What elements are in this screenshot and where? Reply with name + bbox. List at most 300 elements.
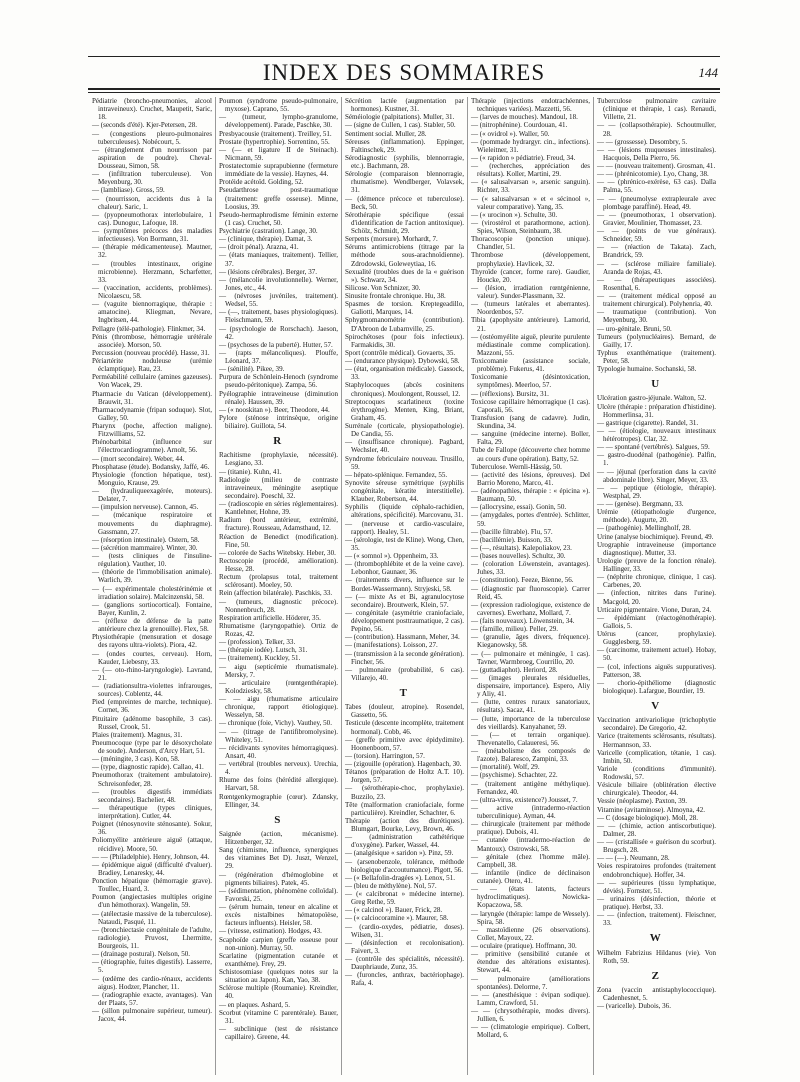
index-entry: Testicule (descente incomplète, traitement hormonal). Cobb, 46. bbox=[345, 719, 464, 736]
index-entry: Physiologie (fonction hépatique, test). Monguio, Krause, 29. bbox=[92, 470, 212, 487]
index-entry: — (—, résultats). Kalepoliakov, 23. bbox=[471, 543, 572, 552]
index-entry: Rectum (prolapsus total, traitement sclérosant). Moeley, 50. bbox=[219, 573, 338, 590]
index-entry: — — (cristallisée « guérison du scorbut). Brugsch, 28. bbox=[597, 838, 716, 855]
index-entry: — — jéjunal (perforation dans la cavité abdominale libre). Singer, Meyer, 33. bbox=[597, 467, 716, 484]
index-entry: — mastoïdienne (26 observations). Collet, Mayoux, 22. bbox=[471, 925, 590, 942]
index-entry: — (profession). Telker, 33. bbox=[219, 638, 296, 647]
index-entry: Thérapie (injections endotrachéennes, techniques variées). Mazzetti, 56. bbox=[471, 97, 590, 114]
index-entry: — (mort secondaire). Weber, 44. bbox=[92, 454, 185, 463]
index-entry: Pneumocoque (type par le désoxycholate de soude). Anderson, d'Arcy Hart, 51. bbox=[92, 738, 212, 755]
section-letter: Z bbox=[651, 969, 660, 982]
section-letter: R bbox=[273, 435, 282, 448]
index-entry: — (tumeur, lympho-granulome, développement). Parade, Paschke, 30. bbox=[219, 113, 338, 130]
index-entry: Tibia (apophysite antérieure). Lamorid, 21. bbox=[471, 316, 590, 333]
index-entry: Rachitisme (prophylaxie, nécessité). Lesgiano, 33. bbox=[219, 451, 338, 468]
index-entry: Vessie (néoplasme). Paxton, 39. bbox=[597, 797, 688, 806]
index-entry: — (— pulmonaire et méningée, 1 cas). Tavner, Warmbroeg, Courrillo, 20. bbox=[471, 649, 590, 666]
index-entry: Pharmacodynamie (fripan soduque). Slot, Galley, 50. bbox=[92, 405, 212, 422]
index-entry: Varice (traitements sclérosants, résultats). Hermannson, 33. bbox=[597, 732, 716, 749]
index-entry: — (« nooskitan »). Beer, Theodore, 44. bbox=[219, 405, 330, 414]
index-entry: — (administration cathétérique d'oxygène). Parker, Wassel, 44. bbox=[345, 833, 464, 850]
section-letter: S bbox=[274, 813, 281, 826]
index-entry: — — (titrage de l'antifibromolysine). Whiteley, 51. bbox=[219, 727, 338, 744]
index-entry: Pénis (thrombose, hémorragie urétérale associée). Morson, 50. bbox=[92, 332, 212, 349]
index-entry: — (ultra-virus, existence?) Jousset, 7. bbox=[471, 795, 578, 804]
index-entry: Sentiment social. Muller, 28. bbox=[345, 129, 427, 138]
index-entry: — (infection, nitrites dans l'urine). Macgold, 20. bbox=[597, 589, 716, 606]
index-entry: Thérapie (action des diurétiques). Blumgart, Bourke, Levy, Brown, 46. bbox=[345, 816, 464, 833]
index-entry: — (analgésique « saridon »). Pinz, 59. bbox=[345, 849, 454, 858]
index-entry: — (recherches, appréciation des résultats). Koller, Martini, 29. bbox=[471, 162, 590, 179]
index-entry: — (nourrisson, accidents dus à la chaleur). Saric, 1. bbox=[92, 194, 212, 211]
index-entry: Prostate (hypertrophie). Sorrentino, 55. bbox=[219, 137, 330, 146]
index-entry: Schistosomiase (quelques notes sur la situation au Japon). Kan, Yao, 38. bbox=[219, 968, 338, 985]
index-entry: Tétanos (préparation de Holtz A.T. 10). Jorgen, 57. bbox=[345, 768, 464, 785]
index-entry: — épidémiant (réactogénothérapie). Gallois, 5. bbox=[597, 613, 716, 630]
index-entry: — oculaire (pratique). Hoffmann, 30. bbox=[471, 942, 577, 950]
index-entry: — — (lésions muqueuses intestinales). Hacquois, Della Pierro, 56. bbox=[597, 145, 716, 162]
index-entry: Rectoscopie (procédé, amélioration). Hesse, 28. bbox=[219, 556, 338, 573]
index-entry: Psychiatrie (castration). Lange, 30. bbox=[219, 227, 318, 235]
index-entry: — (ganglions sortiocortical). Fontaine, Bayer, Kunlin, 2. bbox=[92, 600, 212, 617]
index-entry: — (radioscopie en séries réglementaires). Kantlehner, Hohne, 39. bbox=[219, 500, 338, 517]
index-entry: — (ondes courtes, cerveau). Horn, Kauder, Liebesny, 33. bbox=[92, 649, 212, 666]
index-entry: — (ostéomyélite aiguë, pleurite purulente médiastinale comme complication). Mazzoni, 55. bbox=[471, 332, 590, 357]
index-entry: Staphylocoques (abcès cosinitens chroniques). Moulongent, Roussel, 12. bbox=[345, 381, 464, 398]
index-entry: — — (nouveau traitement). Grosman, 41. bbox=[597, 162, 716, 170]
index-entry: Rein (affection bilatérale). Paschkis, 33. bbox=[219, 589, 333, 598]
index-entry: — (thrombophlébite et de la veine cave). Lebonhor, Gaunaer, 36. bbox=[345, 560, 464, 577]
index-entry: Pylore (sténose intrinsèque, origine biliaire). Guillota, 54. bbox=[219, 413, 338, 430]
index-entry: — gastro-duodénal (pathogénie). Palfin, 1. bbox=[597, 451, 716, 468]
index-entry: — (transmission à la seconde génération). Fincher, 56. bbox=[345, 649, 464, 666]
index-entry: — (traitements divers, influence sur le Bordet-Wassermann). Stryjeski, 58. bbox=[345, 576, 464, 593]
index-entry: Phénobarbital (influence sur l'électrocardiogramme). Arnolt, 56. bbox=[92, 438, 212, 455]
index-entry: Sérums antimicrobiens (titrage par la méthode sous-arachnoïdienne). Zdrodowski, Goleweytiaa, 16. bbox=[345, 243, 464, 268]
index-entry: — (contribution). Hassmann, Meher, 34. bbox=[345, 633, 460, 642]
index-entry: — (radiographie exacte, avantages). Van der Plaats, 57. bbox=[92, 990, 212, 1007]
index-entry: — — (états latents, facteurs hydroclimatiques). Nowicka-Kopaczowa, 58. bbox=[471, 885, 590, 910]
index-entry: Séreuses (inflammation). Eppinger, Faltinschek, 29. bbox=[345, 137, 464, 154]
index-entry: Rhume des foins (hérédité allergique). Harvart, 58. bbox=[219, 776, 338, 793]
index-entry: Réaction de Benedict (modification). Fine, 50. bbox=[219, 532, 338, 549]
index-entry: — (adénopathies, thérapie : « épicina »). Baumann, 50. bbox=[471, 487, 590, 504]
index-entry: — (— et terrain organique). Thevenatello, Calaueresi, 56. bbox=[471, 730, 590, 747]
index-entry: — (lésions cérébrales). Berger, 37. bbox=[219, 267, 318, 276]
index-entry: Pédiatrie (broncho-pneumonies, alcool intraveineux). Cruchet, Maupetit, Saric, 18. bbox=[92, 97, 212, 122]
index-entry: — (thérapie iodée). Lutsch, 31. bbox=[219, 646, 308, 655]
index-entry: Serpents (morsure). Morhardt, 7. bbox=[345, 235, 438, 244]
index-entry: Typhus exanthématique (traitement). Peter, 58. bbox=[597, 348, 716, 365]
index-entry: — laryngée (thérapie: lampe de Wessely). Spira, 58. bbox=[471, 909, 590, 926]
index-entry: — (impulsion nerveuse). Cannon, 45. bbox=[92, 503, 199, 512]
index-entry: — (expression radiologique, existence de cavernes). Ewerhanz, Mollard, 7. bbox=[471, 600, 590, 617]
index-entry: Tuberculose pulmonaire cavitaire (clinique et thérapie, 1 cas). Renaudi, Villette, 21. bbox=[597, 97, 716, 122]
index-entry: — (signe de Cullen, 1 cas). Stabler, 50. bbox=[345, 121, 456, 130]
index-entry: — (nitrophénine). Courdouan, 41. bbox=[471, 121, 568, 130]
index-entry: Streptocoques scarlatineux (toxine érythrogène). Menten, King, Briant, Graham, 45. bbox=[345, 397, 464, 422]
index-entry: — (col, infections aiguës suppuratives). Patterson, 38. bbox=[597, 662, 716, 679]
index-entry: Respiration artificielle. Höderer, 35. bbox=[219, 613, 321, 622]
index-entry: — (psychisme). Schachter, 22. bbox=[471, 771, 558, 780]
index-entry: — (contrôle des spécialités, nécessité). Dauphriaude, Zunz, 35. bbox=[345, 955, 464, 972]
index-entry: — (désinfection et recolonisation). Faivert, 3. bbox=[345, 938, 464, 955]
index-entry: — (réflexions). Bursitz, 31. bbox=[471, 389, 549, 398]
index-entry: Sport (contrôle médical). Govaerts, 35. bbox=[345, 348, 456, 357]
index-entry: Rhumatisme (laryngopathie). Ortiz de Rozas, 42. bbox=[219, 621, 338, 638]
index-column-4 bbox=[467, 97, 591, 1075]
index-entry: Séméiologie (palpitations). Muller, 31. bbox=[345, 113, 455, 122]
index-entry: — (granulie, âges divers, fréquence). Kieganowsky, 58. bbox=[471, 633, 590, 650]
index-entry: — (cardio-oxydes, pédiatrie, doses). Wilsen, 31. bbox=[345, 922, 464, 939]
index-entry: — — (phrénicotomie). Lyo, Chang, 38. bbox=[597, 170, 709, 179]
index-entry: — (état, organisation médicale). Gassock, 33. bbox=[345, 365, 464, 382]
index-entry: — (étiographie, fuites digestifs). Lasserre, 5. bbox=[92, 958, 212, 975]
index-entry: Pituitaire (adénome basophile, 3 cas). Russel, Crook, 51. bbox=[92, 714, 212, 731]
index-entry: Tumeurs (polynucléaires). Bernard, de Gailly, 17. bbox=[597, 332, 716, 349]
index-entry: Phosphatase (étude). Bodansky, Jaffé, 46. bbox=[92, 462, 210, 471]
index-entry: — — (—). Neumann, 28. bbox=[597, 854, 670, 863]
index-entry: — (endurance physique). Dybowski, 58. bbox=[345, 357, 460, 365]
index-entry: — urinaires (désinfection, théorie et pratique). Herbst, 33. bbox=[597, 894, 716, 911]
index-entry: — (« salusalvarsan », arsenic sanguin). Richter, 33. bbox=[471, 178, 590, 195]
index-entry: — (sécrétion mammaire). Winter, 30. bbox=[92, 543, 198, 552]
index-entry: — (zigouille (opération). Hagenbach, 30. bbox=[345, 760, 462, 768]
index-entry: Urine (analyse biochimique). Freund, 49. bbox=[597, 532, 714, 541]
index-entry: — pulmonaire (améliorations spontanées). Delorme, 7. bbox=[471, 974, 590, 991]
index-entry: — (arsenobenzole, tolérance, méthode biologique d'accoutumance). Pigott, 56. bbox=[345, 857, 464, 874]
index-entry: Tabes (douleur, atropine). Rosendel, Gassetto, 56. bbox=[345, 703, 464, 720]
index-entry: Spirochétoses (pour fois infectieux). Farmakidis, 30. bbox=[345, 332, 464, 349]
index-entry: — primitive (sensibilité cutanée et étendue des altérations existantes). Stewart, 44. bbox=[471, 950, 590, 975]
index-entry: — — (pneumothorax, 1 observation). Gravier, Moulinier, Thomasset, 23. bbox=[597, 210, 716, 227]
index-entry: Pyélographie intraveineuse (diminution rénale). Haussen, 39. bbox=[219, 389, 338, 406]
index-entry: — — (phrénico-exérèse, 63 cas). Dalla Palma, 55. bbox=[597, 178, 716, 195]
top-rule bbox=[88, 56, 720, 57]
index-entry: Urticaire pigmentaire. Vione, Duran, 24. bbox=[597, 605, 712, 614]
index-entry: — (étranglement d'un nourrisson par aspiration de poudre). Cheval-Dousseau, Simon, 58. bbox=[92, 145, 212, 170]
index-entry: — — supérieures (tissu lymphatique, déviés). Fornster, 51. bbox=[597, 878, 716, 895]
index-entry: — récidivants synovites hémorragiques). Ansart, 40. bbox=[219, 743, 338, 760]
index-entry: — (carcinome, traitement actuel). Hobay, 50. bbox=[597, 646, 716, 663]
index-entry: — subclinique (test de résistance capillaire). Greene, 44. bbox=[219, 1024, 338, 1041]
index-entry: Toxicomanie (assistance sociale, problème). Fukerus, 41. bbox=[471, 357, 590, 374]
index-entry: — (symptômes précoces des maladies infectieuses). Von Bormann, 31. bbox=[92, 227, 212, 244]
index-column-1 bbox=[89, 97, 213, 1075]
index-entry: — (bronchiectasie congénitale de l'adulte, radiologie). Pruvost, Lhermitte, Bourgeois, 11. bbox=[92, 925, 212, 950]
index-entry: — articulaire (rœntgenthérapie). Kolodziesky, 58. bbox=[219, 678, 338, 695]
index-entry: — (psychoses de la puberté). Hutter, 57. bbox=[219, 340, 333, 349]
index-entry: — (— mixte As et Bi, agranulocytose secondaire). Broutwerk, Klein, 57. bbox=[345, 592, 464, 609]
index-entry: — (mécanique respiratoire et mouvements du diaphragme). Gassmann, 27. bbox=[92, 511, 212, 536]
index-column-3 bbox=[341, 97, 465, 1075]
index-entry: — (régénération d'hémoglobine et pigments biliaires). Patek, 45. bbox=[219, 870, 338, 887]
index-entry: — (« Bellafolin-dragées »). Lenox, 51. bbox=[345, 873, 455, 882]
index-entry: — — (chimie, action antiscorbutique). Dalmer, 28. bbox=[597, 821, 716, 838]
index-entry: — (coloration Löwenstein, avantages). Juhes, 33. bbox=[471, 560, 590, 577]
index-entry: — thérapeutique (types cliniques, interprétation). Cutler, 44. bbox=[92, 803, 212, 820]
index-entry: — (tumeurs latérales et aberrantes). Noordenbos, 57. bbox=[471, 300, 590, 317]
index-entry: — (— oto-rhino-laryngologie). Lavrand, 21. bbox=[92, 665, 212, 682]
index-entry: — (lésion, irradiation rœntgénienne, valeur). Sunder-Plassmann, 32. bbox=[471, 283, 590, 300]
index-entry: Pellagre (télé-pathologie). Flinkmer, 34. bbox=[92, 324, 206, 333]
index-entry: — (bleu de méthylène). Nol, 57. bbox=[345, 881, 437, 890]
index-entry: Physiothérapie (mensuration et dosage des rayons ultra-violets). Piora, 42. bbox=[92, 633, 212, 650]
index-entry: — (diagnostic par fluoroscopie). Carrer Reid, 45. bbox=[471, 584, 590, 601]
index-entry: — (sérum humain, teneur en alcaline et excès nistalbines hématopoïèse, facteurs influents). Heisler, 58. bbox=[219, 903, 338, 928]
index-entry: — (amygdales, portes d'entrée). Schlitter, 59. bbox=[471, 511, 590, 528]
index-entry: Sclérose multiple (Roumanie). Kreindler, 40. bbox=[219, 984, 338, 1001]
index-entry: Typologie humaine. Sochanski, 58. bbox=[597, 365, 697, 374]
index-entry: — — (chrysothérapie, modes divers). Jullien, 6. bbox=[471, 1007, 590, 1024]
index-entry: Variole (conditions d'immunité). Rodowski, 57. bbox=[597, 764, 716, 781]
index-entry: Ulcère (thérapie : préparation d'histidine). Hommerlinsa, 31. bbox=[597, 402, 716, 419]
index-entry: — (seconds d'été). Kjer-Petersen, 28. bbox=[92, 121, 198, 130]
index-entry: — (psychologie de Rorschach). Jaeson, 42. bbox=[219, 324, 338, 341]
index-entry: — (varicelle). Dubois, 36. bbox=[597, 1002, 671, 1011]
index-entry: — (virostérol et parathormone, action). Spies, Wilson, Steinbaum, 38. bbox=[471, 218, 590, 235]
index-entry: Transfusion (sang de cadavre). Judin, Skundina, 34. bbox=[471, 413, 590, 430]
index-entry: — — (grossesse). Desombry, 5. bbox=[597, 137, 688, 146]
index-entry: — infantile (indice de déclinaison cutanée). Otero, 41. bbox=[471, 868, 590, 885]
index-entry: — (vaguite biennorragique, thérapie : amatocine). Kliegman, Nevare, Ingbritsen, 44. bbox=[92, 300, 212, 325]
index-entry: — (« calcinol »). Bauer, Frick, 28. bbox=[345, 906, 443, 915]
index-entry: — (œdème des cardio-rénaux, accidents aigus). Hodzer, Plancher, 11. bbox=[92, 974, 212, 991]
index-entry: Vitamine (avitaminose). Almoyna, 42. bbox=[597, 805, 705, 814]
index-entry: — (constitution). Feeze, Bienne, 56. bbox=[471, 576, 574, 585]
index-entry: — cutanée (intradermo-réaction de Mantoux). Ostrowski, 58. bbox=[471, 836, 590, 853]
index-entry: — (tests cliniques de l'insuline-régulation). Vauther, 10. bbox=[92, 552, 212, 569]
index-entry: — — spontané (vertébrés). Salgues, 59. bbox=[597, 443, 710, 452]
index-entry: — (lutte, importance de la tuberculose des vieillards). Kanyahaner, 59. bbox=[471, 714, 590, 731]
index-entry: Pharynx (poche, affection maligne). Fitzwilliams, 52. bbox=[92, 422, 212, 439]
index-entry: — (sédimentation, phénomène colloïdal). Favorski, 25. bbox=[219, 886, 338, 903]
index-entry: Pied (empreintes de marche, technique). Cornet, 36. bbox=[92, 698, 212, 715]
page-title: INDEX DES SOMMAIRES bbox=[262, 60, 546, 85]
index-entry: — gastrique (cigarette). Randel, 31. bbox=[597, 418, 699, 427]
index-entry: — hépato-splénique. Fernandez, 55. bbox=[345, 470, 448, 479]
index-entry: — (« calciocoramine »). Maurer, 58. bbox=[345, 914, 449, 923]
index-entry: Poumon (syndrome pseudo-pulmonaire, myxose). Caprano, 55. bbox=[219, 97, 338, 114]
index-entry: Syndrome febriculaire nouveau. Trusillo, 59. bbox=[345, 454, 464, 471]
index-entry: — (furoncles, anthrax, bactériophage). Rafa, 4. bbox=[345, 971, 464, 988]
index-entry: — — (points de vue généraux). Schneider, 59. bbox=[597, 227, 716, 244]
index-entry: — génitale (chez l'homme mâle). Campbell, 38. bbox=[471, 852, 590, 869]
index-entry: Surrénale (corticale, physiopathologie). De Candia, 55. bbox=[345, 422, 464, 439]
index-entry: — (pyopneumothorax interlobulaire, 1 cas). Dunoguc, Lafoque, 18. bbox=[92, 210, 212, 227]
index-entry: Radium (bord antérieur, extrémité, fracture). Rousseau, Adamsthaud, 12. bbox=[219, 516, 338, 533]
index-entry: — (allocrysine, essai). Gonin, 50. bbox=[471, 503, 567, 512]
index-entry: — (hydrauliqueexagérée, moteurs). Delater, 7. bbox=[92, 487, 212, 504]
index-entry: Plaies (traitement). Magnus, 31. bbox=[92, 730, 183, 739]
section-letter: T bbox=[399, 687, 408, 699]
index-entry: Poliomyélite antérieure aiguë (attaque, récidive). Moore, 50. bbox=[92, 836, 212, 853]
index-entry: — (larves de mouches). Mandoul, 18. bbox=[471, 113, 578, 122]
index-entry: — (métabolisme des composés de l'azote). Balaresco, Zampini, 33. bbox=[471, 747, 590, 764]
index-entry: — sanguine (médecine interne). Boller, Falta, 29. bbox=[471, 430, 590, 447]
index-entry: — aigu (septicémie rhumatismale). Mersky, 7. bbox=[219, 662, 338, 679]
index-entry: — (résorption intestinale). Ostern, 58. bbox=[92, 535, 200, 544]
index-column-2 bbox=[215, 97, 339, 1075]
index-entry: — — peptique (étiologie, thérapie). Westphal, 29. bbox=[597, 483, 716, 500]
index-entry: Vaccination antivariolique (trichophytie secondaire). De Gregorio, 42. bbox=[597, 716, 716, 733]
index-entry: Purpura de Schönlein-Henoch (syndrome pseudo-péritonique). Zampa, 56. bbox=[219, 373, 338, 390]
index-entry: Tuberculose. Wernli-Hässig, 50. bbox=[471, 462, 562, 471]
index-entry: — (troubles intestinaux, origine microbienne). Herzmann, Scharfetter, 33. bbox=[92, 259, 212, 284]
header-rule-thin bbox=[88, 92, 720, 93]
page-header bbox=[88, 58, 720, 90]
index-entry: — (clinique, thérapie). Damat, 3. bbox=[219, 235, 313, 244]
index-entry: — (« salusalvarsan » et « sécinool », valeur comparative). Yang, 35. bbox=[471, 194, 590, 211]
index-entry: Synovite séreuse symétrique (syphilis congénitale, kératite interstitielle). Klauber, Robertson, 44. bbox=[345, 478, 464, 504]
index-entry: — (sénilité). Pikee, 39. bbox=[219, 365, 285, 374]
index-entry: — épidémique aiguë (difficulté d'valuer). Bradiey, Lenaresky, 44. bbox=[92, 860, 212, 877]
index-entry: — (thérapie médicamenteuse). Mautner, 32. bbox=[92, 243, 212, 260]
index-entry: Wilhelm Fabrizius Hildanus (vie). Von Roth, 59. bbox=[597, 948, 716, 965]
index-entry: — (lutte, centres ruraux sanatoriaux, résultats). Sacaz, 41. bbox=[471, 698, 590, 715]
index-entry: — (sérothérapie-choc, prophylaxie). Buzzilo, 23. bbox=[345, 784, 464, 801]
index-entry: — — (anesthésique : évipan sodique). Lamm, Crawford, 51. bbox=[471, 990, 590, 1007]
index-entry: — (traitement antigène méthylique). Fernandez, 40. bbox=[471, 779, 590, 796]
header-rule-thick bbox=[88, 88, 720, 90]
index-entry: — (famille, milieu). Peller, 29. bbox=[471, 625, 558, 634]
index-entry: Syphilis (liquide céphalo-rachidien, altérations, spécificité). Marcovanu, 31. bbox=[345, 503, 464, 520]
index-entry: — uro-génitale. Bruni, 50. bbox=[597, 324, 672, 333]
index-entry: — (guttadiaphot). Heriord, 28. bbox=[471, 665, 558, 674]
index-entry: — (sérologie, test de Kline). Wong, Chen, 35. bbox=[345, 535, 464, 552]
page-number: 144 bbox=[698, 65, 718, 80]
index-entry: Toxicomanie (désintoxication, symptômes). Meerloo, 57. bbox=[471, 373, 590, 390]
index-entry: — (greffe primitive avec épidydimite). Hoonenboom, 57. bbox=[345, 735, 464, 752]
index-entry: — colorée de Sachs Witebsky. Heber, 30. bbox=[219, 548, 336, 557]
index-entry: Périartérite noduleuse (urémie éclamptique). Rau, 23. bbox=[92, 357, 212, 374]
index-entry: Saignée (action, mécanisme). Hitzenberger, 32. bbox=[219, 829, 338, 846]
index-entry: — (—, traitement, bases physiologiques). Fleischmann, 59. bbox=[219, 308, 338, 325]
index-entry: — (nerveuse et cardio-vasculaire, rapport). Healey, 51. bbox=[345, 519, 464, 536]
index-entry: — (troubles digestifs immédiats secondaires). Bachelier, 48. bbox=[92, 787, 212, 804]
index-entry: — (tumeurs, diagnostic précoce). Nonnenbruch, 28. bbox=[219, 597, 338, 614]
index-entry: Sang (chimisme, influence, synergiques des vitamines Bet D). Juszt, Wenzel, 29. bbox=[219, 846, 338, 871]
index-entry: — (mortalité). Wolf, 29. bbox=[471, 763, 540, 772]
index-entry: Vésicule biliaire (oblitération élective chirurgicale). Theodor, 44. bbox=[597, 781, 716, 798]
index-columns bbox=[89, 97, 721, 1075]
index-entry: — (droit pénal). Arazna, 41. bbox=[219, 243, 299, 252]
index-column-5 bbox=[593, 97, 717, 1075]
index-entry: — (type, diagnostic rapide). Callao, 41. bbox=[92, 763, 204, 772]
index-entry: Sexualité (troubles dues de la « guérison »). Schwarz, 34. bbox=[345, 267, 464, 284]
index-entry: — — (thérapeutiques associées). Rosenthal, 6. bbox=[597, 275, 716, 292]
index-entry: Zona (vaccin antistaphylococcique). Cadenhesnet, 5. bbox=[597, 985, 716, 1002]
index-entry: — (réflexe de défense de la patte antérieure chez la grenouille). Flex, 58. bbox=[92, 617, 212, 634]
index-entry: Radiologie (milieu de contraste intraveineux, méningite aseptique secondaire). Poeschl, 32. bbox=[219, 475, 338, 500]
index-entry: Voies respiratoires profondes (traitement endobronchique). Hoffer, 34. bbox=[597, 862, 716, 879]
index-entry: — (— expérimentale cholestérinémie et irradiation solaire). Malcinzenski, 58. bbox=[92, 584, 212, 601]
index-entry: Poignet (ténosynovite sténosante). Sokur, 36. bbox=[92, 820, 212, 837]
index-entry: Varicelle (complication, tétanie, 1 cas). Imbin, 50. bbox=[597, 748, 716, 765]
index-entry: — active (intradermo-réaction tuberculinique). Ayman, 44. bbox=[471, 803, 590, 820]
index-entry: — (drainage postural). Nelson, 50. bbox=[92, 950, 191, 959]
index-entry: — (néphrite chronique, clinique, 1 cas). Carbenes, 20. bbox=[597, 573, 716, 590]
index-entry: Silicose. Von Schnizer, 30. bbox=[345, 283, 421, 292]
index-entry: — (torsion). Harrington, 57. bbox=[345, 751, 425, 760]
index-entry: Thyroïde (cancer, forme rare). Gaudier, Houcke, 20. bbox=[471, 267, 590, 284]
index-entry: — (traitement). Kuckley, 51. bbox=[219, 654, 301, 663]
index-entry: — (lambliase). Gross, 59. bbox=[92, 186, 165, 195]
index-entry: — (bacille filtrable). Flu, 57. bbox=[471, 527, 553, 536]
index-entry: — chirurgicale (traitement par méthode pratique). Dubois, 41. bbox=[471, 820, 590, 837]
index-entry: — (radiationsultra-violettes infrarouges, sources). Coblentz, 44. bbox=[92, 682, 212, 699]
section-letter: U bbox=[651, 378, 660, 391]
index-entry: Scarlatine (pigmentation cutanée et exanthème). Frey, 29. bbox=[219, 951, 338, 968]
index-entry: Urologie (preuve de la fonction rénale). Hallinger, 33. bbox=[597, 556, 716, 573]
index-entry: Toxicose capillaire hémorragique (1 cas). Caporali, 56. bbox=[471, 397, 590, 414]
index-entry: — (titanie). Kuhn, 41. bbox=[219, 467, 282, 476]
index-entry: Scaphoïde carpien (greffe osseuse pour non-union). Murray, 50. bbox=[219, 935, 338, 952]
index-entry: — (vaccination, accidents, problèmes). Nicolaescu, 58. bbox=[92, 283, 212, 300]
index-entry: — pulmonaire (probabilité, 6 cas). Villarejo, 40. bbox=[345, 665, 464, 682]
index-entry: — (pathogénie). Mellingholf, 28. bbox=[597, 524, 691, 533]
index-entry: — (névroses juvéniles, traitement). Wedsel, 55. bbox=[219, 292, 338, 309]
index-entry: Perméabilité cellulaire (amines gazeuses). Von Wacek, 29. bbox=[92, 373, 212, 390]
section-letter: V bbox=[651, 700, 660, 712]
index-entry: Sérothérapie spécifique (essai d'identification de l'action antitoxique). Schölz, Schmidt, 29. bbox=[345, 210, 464, 235]
index-entry: — — (étiologie, nouveaux intestinaux hétérotropes). Clar, 32. bbox=[597, 426, 716, 443]
index-entry: — (« calcibronat » médecine interne). Greg Rethe, 59. bbox=[345, 890, 464, 907]
index-entry: — (vitesse, estimation). Hodges, 43. bbox=[219, 927, 322, 936]
index-entry: — (atélectasie massive de la tuberculose). Nataudi, Pasqué, 11. bbox=[92, 909, 212, 926]
index-entry: — — (réaction de Takata). Zach, Brandrick, 59. bbox=[597, 243, 716, 260]
index-entry: Sérologie (comparaison blennorragie, rhumatisme). Wendlberger, Volavsek, 31. bbox=[345, 170, 464, 195]
index-entry: Urémie (étiopathologie d'urgence, méthode). Augurte, 20. bbox=[597, 508, 716, 525]
index-entry: Pneumothorax (traitement ambulatoire). Schreisonfeder, 28. bbox=[92, 771, 212, 788]
index-entry: — (congestions pleuro-pulmonaires tuberculeuses). Nobécourt, 5. bbox=[92, 129, 212, 146]
index-entry: Thrombose (développement, prophylaxie). Havlicek, 32. bbox=[471, 251, 590, 268]
index-entry: Tête (malformation craniofaciale, forme particulière). Kreindler, Schachter, 6. bbox=[345, 800, 464, 817]
index-entry: — (mélancolie involutionnelle). Werner, Jones, etc., 44. bbox=[219, 275, 338, 292]
index-entry: — (rapts mélancoliques). Plouffe, Léonard, 37. bbox=[219, 348, 338, 365]
index-entry: Tube de Fallope (découverte chez homme au cours d'une opération). Batty, 52. bbox=[471, 446, 590, 463]
index-entry: — (infiltration tuberculeuse). Von Meyenburg, 30. bbox=[92, 170, 212, 187]
index-entry: Percussion (nouveau procédé). Hasse, 31. bbox=[92, 348, 210, 357]
index-entry: Spasmes de torsion. Kreptegeadillo, Galiotti, Marques, 14. bbox=[345, 300, 464, 317]
index-entry: Rœntgenkymographie (cœur). Zdansky, Ellinger, 34. bbox=[219, 792, 338, 809]
index-entry: — vertébral (troubles nerveux). Urechia, 4. bbox=[219, 760, 338, 777]
index-entry: Sécrétion lactée (augmentation par hormones). Kustner, 31. bbox=[345, 97, 464, 114]
index-entry: — (états maniaques, traitement). Tellier, 37. bbox=[219, 251, 338, 268]
index-entry: Poumon (angiectasies multiples origine d'un hémothorax). Wangelin, 59. bbox=[92, 893, 212, 910]
index-entry: — (images pleurales résiduelles, dispensaire, importance). Espero, Aliy y Aliy, 41. bbox=[471, 673, 590, 699]
index-entry: — (« ovidrol »). Waller, 50. bbox=[471, 129, 550, 138]
index-entry: — (pommade hydrargyr. cin., infections). Wieleitner, 31. bbox=[471, 137, 590, 154]
index-entry: — (bacillémie). Buisson, 33. bbox=[471, 535, 553, 544]
index-entry: Urographie intraveineuse (importance diagnostique). Mutter, 33. bbox=[597, 540, 716, 557]
index-entry: Pharmacie du Vatican (développement). Brauwit, 31. bbox=[92, 389, 212, 406]
index-entry: — chorio-épithéliome (diagnostic biologique). Lafargue, Bourdier, 19. bbox=[597, 678, 716, 695]
index-entry: — — (genèse). Bergmann, 33. bbox=[597, 500, 684, 508]
index-entry: Presbyacousie (traitement). Treilley, 51. bbox=[219, 129, 332, 138]
index-entry: — en plaques. Ashard, 5. bbox=[219, 1000, 291, 1009]
index-entry: — — (pneumolyse extrapleurale avec plombage paraffiné). Head, 49. bbox=[597, 194, 716, 211]
index-entry: Prostatectomie suprapubienne (fermeture immédiate de la vessie). Haynes, 44. bbox=[219, 162, 338, 179]
index-entry: — (« urocinon »). Schulte, 30. bbox=[471, 210, 558, 219]
index-entry: Thoracoscopie (ponction unique). Chandler, 51. bbox=[471, 235, 590, 252]
index-entry: — (faits nouveaux). Löwenstein, 34. bbox=[471, 617, 575, 625]
index-entry: — C (dosage biologique). Moll, 28. bbox=[597, 813, 698, 822]
index-entry: — (insuffisance chronique). Pagbard, Wechsler, 40. bbox=[345, 438, 464, 455]
index-entry: Ulcération gastro-jéjunale. Walton, 52. bbox=[597, 394, 707, 403]
index-entry: — — aigu (rhumatisme articulaire chronique, rapport étiologique). Wesselyn, 58. bbox=[219, 695, 338, 720]
index-entry: — — (Philadelphie). Henry, Johnson, 44. bbox=[92, 852, 210, 861]
